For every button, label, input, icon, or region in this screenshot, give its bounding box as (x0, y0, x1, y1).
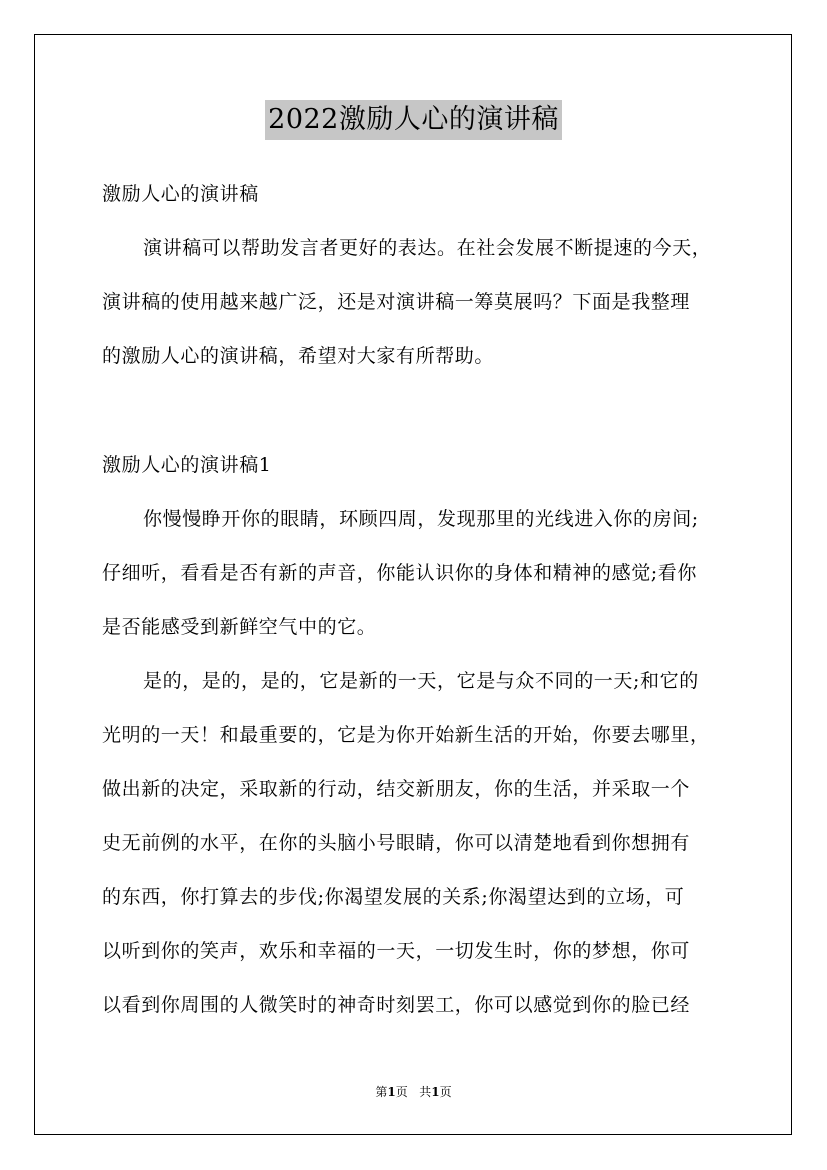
footer-page-number: 1 (387, 1085, 396, 1099)
paragraph-line: 做出新的决定，采取新的行动，结交新朋友，你的生活，并采取一个 (102, 778, 691, 800)
paragraph-line: 你慢慢睁开你的眼睛，环顾四周，发现那里的光线进入你的房间; (143, 508, 699, 530)
page-footer (0, 1084, 827, 1100)
footer-page-suffix: 页 (395, 1085, 408, 1099)
paragraph-line: 的东西，你打算去的步伐;你渴望发展的关系;你渴望达到的立场，可 (102, 886, 685, 908)
document-title: 2022激励人心的演讲稿 (265, 100, 562, 140)
section-heading: 激励人心的演讲稿1 (102, 454, 272, 476)
paragraph-line: 以听到你的笑声，欢乐和幸福的一天，一切发生时，你的梦想，你可 (102, 940, 691, 962)
paragraph-line: 是的，是的，是的，它是新的一天，它是与众不同的一天;和它的 (143, 670, 699, 692)
intro-line: 的激励人心的演讲稿，希望对大家有所帮助。 (102, 345, 495, 367)
paragraph-line: 以看到你周围的人微笑时的神奇时刻罢工，你可以感觉到你的脸已经 (102, 994, 691, 1016)
footer-total-suffix: 页 (439, 1085, 452, 1099)
footer-total-number: 1 (431, 1085, 440, 1099)
footer-total-prefix: 共 (419, 1085, 432, 1099)
intro-line: 演讲稿可以帮助发言者更好的表达。在社会发展不断提速的今天， (143, 237, 712, 259)
intro-line: 演讲稿的使用越来越广泛，还是对演讲稿一筹莫展吗？下面是我整理 (102, 291, 691, 313)
paragraph-line: 是否能感受到新鲜空气中的它。 (102, 616, 377, 638)
subtitle: 激励人心的演讲稿 (102, 183, 259, 205)
footer-page-prefix: 第 (375, 1085, 388, 1099)
paragraph-line: 光明的一天！和最重要的，它是为你开始新生活的开始，你要去哪里， (102, 724, 710, 746)
paragraph-line: 仔细听，看看是否有新的声音，你能认识你的身体和精神的感觉;看你 (102, 562, 698, 584)
paragraph-line: 史无前例的水平，在你的头脑小号眼睛，你可以清楚地看到你想拥有 (102, 832, 691, 854)
title-container (0, 100, 827, 140)
